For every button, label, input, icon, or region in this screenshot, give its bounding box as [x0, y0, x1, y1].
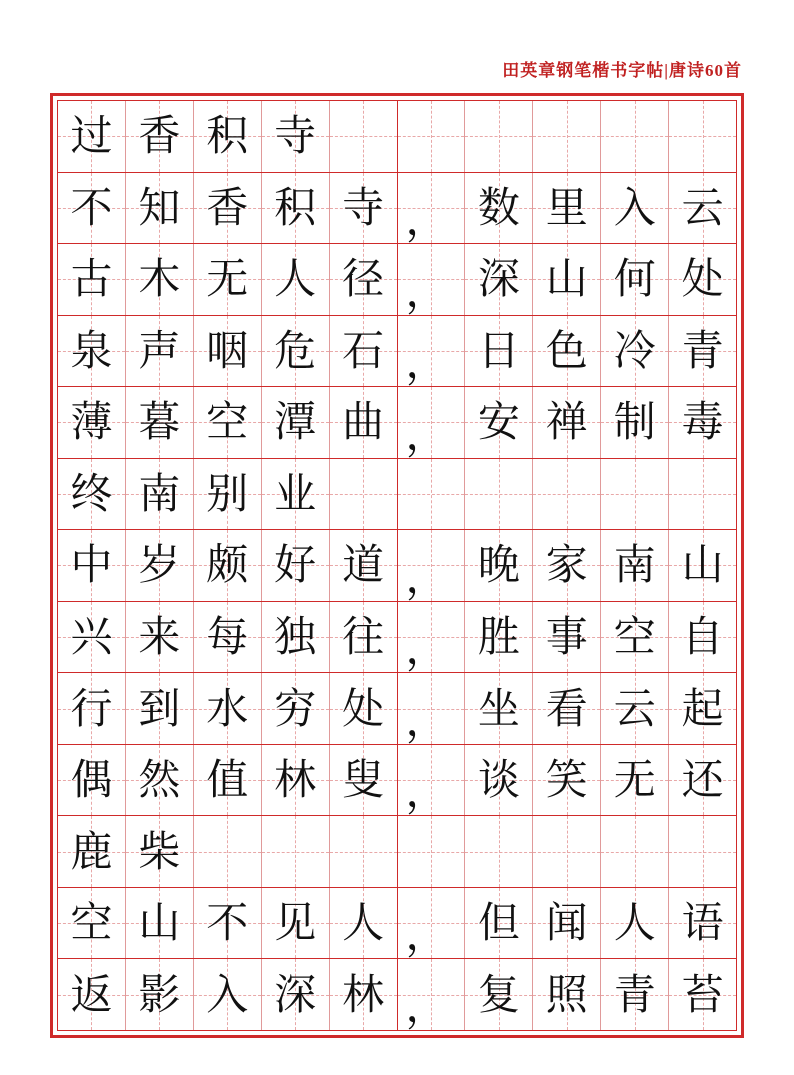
character-glyph: 寺: [274, 111, 317, 161]
character-glyph: 入: [613, 182, 656, 232]
grid-cell: [398, 816, 466, 887]
character-glyph: 看: [545, 683, 588, 733]
character-glyph: 曲: [342, 397, 385, 447]
grid-cell: [262, 673, 330, 744]
character-glyph: 林: [274, 755, 317, 805]
grid-cell: [465, 459, 533, 530]
grid-cell: [126, 244, 194, 315]
grid-cell: [330, 530, 398, 601]
character-glyph: 香: [138, 111, 181, 161]
grid-cell: [601, 530, 669, 601]
grid-cell: [533, 673, 601, 744]
grid-cell: [330, 101, 398, 172]
character-glyph: 云: [613, 683, 656, 733]
character-glyph: 来: [138, 611, 181, 661]
grid-cell: [194, 959, 262, 1030]
grid-cell: [669, 888, 736, 959]
grid-cell: [669, 816, 736, 887]
character-glyph: 好: [274, 540, 317, 590]
grid-cell: [330, 959, 398, 1030]
character-glyph: 影: [138, 969, 181, 1019]
character-glyph: 到: [138, 683, 181, 733]
grid-row: [58, 316, 736, 388]
grid-cell: [533, 530, 601, 601]
character-glyph: 山: [545, 254, 588, 304]
grid-cell: [194, 244, 262, 315]
grid-cell: [58, 244, 126, 315]
character-glyph: 数: [477, 182, 520, 232]
grid-cell: [330, 745, 398, 816]
grid-cell: [398, 959, 466, 1030]
grid-cell: [465, 816, 533, 887]
character-glyph: 香: [206, 182, 249, 232]
grid-cell: [58, 602, 126, 673]
character-glyph: 处: [342, 683, 385, 733]
grid-cell: [669, 602, 736, 673]
character-glyph: 毒: [681, 397, 724, 447]
character-glyph: 处: [681, 254, 724, 304]
grid-cell: [398, 888, 466, 959]
character-glyph: 径: [342, 254, 385, 304]
character-glyph: 安: [477, 397, 520, 447]
grid-cell: [465, 387, 533, 458]
punctuation-glyph: ，: [405, 195, 448, 244]
punctuation-glyph: ，: [405, 767, 448, 816]
character-glyph: 胜: [477, 611, 520, 661]
grid-cell: [262, 602, 330, 673]
grid-cell: [669, 673, 736, 744]
character-glyph: 兴: [70, 611, 113, 661]
character-glyph: 每: [206, 611, 249, 661]
character-glyph: 石: [342, 325, 385, 375]
page-title: 田英章钢笔楷书字帖|唐诗60首: [502, 61, 742, 80]
grid-cell: [194, 673, 262, 744]
grid-cell: [601, 316, 669, 387]
character-glyph: 晚: [477, 540, 520, 590]
grid-cell: [669, 101, 736, 172]
grid-row: [58, 173, 736, 245]
grid-cell: [669, 459, 736, 530]
punctuation-glyph: ，: [405, 338, 448, 387]
grid-cell: [533, 888, 601, 959]
character-glyph: 入: [206, 969, 249, 1019]
grid-cell: [58, 888, 126, 959]
grid-cell: [262, 101, 330, 172]
grid-cell: [533, 173, 601, 244]
character-glyph: 笑: [545, 755, 588, 805]
grid-row: [58, 888, 736, 960]
character-glyph: 空: [613, 611, 656, 661]
character-glyph: 日: [477, 325, 520, 375]
character-glyph: 里: [545, 182, 588, 232]
character-glyph: 独: [274, 611, 317, 661]
grid-cell: [126, 816, 194, 887]
character-glyph: 积: [206, 111, 249, 161]
character-glyph: 禅: [545, 397, 588, 447]
grid-cell: [601, 387, 669, 458]
grid-cell: [330, 888, 398, 959]
character-glyph: 事: [545, 611, 588, 661]
grid-cell: [465, 888, 533, 959]
grid-cell: [601, 101, 669, 172]
grid-cell: [533, 459, 601, 530]
punctuation-glyph: ，: [405, 552, 448, 601]
character-glyph: 照: [545, 969, 588, 1019]
grid-cell: [533, 316, 601, 387]
character-glyph: 泉: [70, 325, 113, 375]
grid-cell: [601, 745, 669, 816]
grid-cell: [262, 816, 330, 887]
grid-cell: [58, 173, 126, 244]
grid-cell: [58, 745, 126, 816]
grid-cell: [330, 602, 398, 673]
grid-cell: [465, 673, 533, 744]
character-glyph: 冷: [613, 325, 656, 375]
grid-cell: [601, 888, 669, 959]
character-glyph: 起: [681, 683, 724, 733]
grid-cell: [465, 101, 533, 172]
grid-cell: [194, 387, 262, 458]
grid-cell: [58, 816, 126, 887]
grid-row: [58, 530, 736, 602]
character-glyph: 行: [70, 683, 113, 733]
grid-cell: [398, 316, 466, 387]
character-glyph: 坐: [477, 683, 520, 733]
grid-cell: [465, 745, 533, 816]
character-glyph: 木: [138, 254, 181, 304]
grid-cell: [330, 816, 398, 887]
grid-cell: [126, 745, 194, 816]
grid-cell: [533, 816, 601, 887]
grid-cell: [58, 959, 126, 1030]
grid-cell: [126, 316, 194, 387]
grid-cell: [601, 959, 669, 1030]
grid-cell: [58, 387, 126, 458]
character-glyph: 业: [274, 468, 317, 518]
grid-row: [58, 459, 736, 531]
grid-cell: [126, 173, 194, 244]
grid-cell: [330, 459, 398, 530]
grid-row: [58, 816, 736, 888]
grid-cell: [669, 745, 736, 816]
grid-cell: [262, 173, 330, 244]
character-glyph: 深: [477, 254, 520, 304]
character-glyph: 积: [274, 182, 317, 232]
character-glyph: 青: [681, 325, 724, 375]
grid-cell: [262, 530, 330, 601]
grid-cell: [533, 387, 601, 458]
character-glyph: 空: [70, 898, 113, 948]
grid-cell: [465, 602, 533, 673]
character-glyph: 岁: [138, 540, 181, 590]
character-glyph: 声: [138, 325, 181, 375]
grid-cell: [669, 316, 736, 387]
character-glyph: 南: [138, 468, 181, 518]
character-glyph: 山: [681, 540, 724, 590]
character-glyph: 但: [477, 898, 520, 948]
grid-cell: [601, 602, 669, 673]
character-glyph: 苔: [681, 969, 724, 1019]
character-glyph: 不: [206, 898, 249, 948]
grid-cell: [58, 459, 126, 530]
grid-cell: [262, 244, 330, 315]
grid-cell: [669, 173, 736, 244]
grid-cell: [262, 888, 330, 959]
grid-cell: [465, 530, 533, 601]
grid-cell: [398, 745, 466, 816]
grid-cell: [126, 673, 194, 744]
character-glyph: 复: [477, 969, 520, 1019]
character-glyph: 柴: [138, 826, 181, 876]
grid-cell: [533, 244, 601, 315]
character-glyph: 空: [206, 397, 249, 447]
grid-row: [58, 673, 736, 745]
grid-row: [58, 244, 736, 316]
grid-cell: [601, 244, 669, 315]
grid-cell: [669, 244, 736, 315]
character-glyph: 色: [545, 325, 588, 375]
character-glyph: 别: [206, 468, 249, 518]
grid-cell: [398, 530, 466, 601]
grid-cell: [262, 459, 330, 530]
character-glyph: 叟: [342, 755, 385, 805]
grid-cell: [126, 387, 194, 458]
character-glyph: 值: [206, 755, 249, 805]
character-glyph: 危: [274, 325, 317, 375]
character-glyph: 人: [342, 898, 385, 948]
grid-row: [58, 602, 736, 674]
grid-cell: [194, 745, 262, 816]
grid-cell: [194, 101, 262, 172]
grid-cell: [330, 673, 398, 744]
character-glyph: 林: [342, 969, 385, 1019]
punctuation-glyph: ，: [405, 981, 448, 1030]
grid-cell: [126, 602, 194, 673]
grid-cell: [126, 530, 194, 601]
grid-cell: [398, 459, 466, 530]
grid-cell: [398, 387, 466, 458]
grid-row: [58, 745, 736, 817]
grid-cell: [601, 173, 669, 244]
grid-cell: [533, 745, 601, 816]
grid-cell: [398, 602, 466, 673]
grid-cell: [126, 459, 194, 530]
character-glyph: 南: [613, 540, 656, 590]
character-glyph: 云: [681, 182, 724, 232]
grid-cell: [398, 673, 466, 744]
character-glyph: 还: [681, 755, 724, 805]
character-glyph: 闻: [545, 898, 588, 948]
character-glyph: 返: [70, 969, 113, 1019]
character-glyph: 无: [613, 755, 656, 805]
character-glyph: 然: [138, 755, 181, 805]
character-glyph: 制: [613, 397, 656, 447]
character-glyph: 不: [70, 182, 113, 232]
grid-cell: [330, 173, 398, 244]
grid-cell: [465, 959, 533, 1030]
grid-cell: [262, 745, 330, 816]
grid-cell: [533, 959, 601, 1030]
character-glyph: 寺: [342, 182, 385, 232]
grid-cell: [262, 387, 330, 458]
character-glyph: 潭: [274, 397, 317, 447]
punctuation-glyph: ，: [405, 624, 448, 673]
grid-cell: [398, 101, 466, 172]
grid-cell: [669, 387, 736, 458]
character-glyph: 人: [613, 898, 656, 948]
character-glyph: 道: [342, 540, 385, 590]
grid-cell: [194, 888, 262, 959]
grid-cell: [126, 959, 194, 1030]
character-glyph: 自: [681, 611, 724, 661]
grid-cell: [58, 530, 126, 601]
grid-cell: [194, 530, 262, 601]
character-glyph: 古: [70, 254, 113, 304]
grid-cell: [262, 959, 330, 1030]
character-glyph: 山: [138, 898, 181, 948]
character-glyph: 无: [206, 254, 249, 304]
grid-cell: [126, 101, 194, 172]
grid-row: [58, 959, 736, 1030]
grid-cell: [58, 316, 126, 387]
grid-cell: [194, 173, 262, 244]
grid-row: [58, 101, 736, 173]
punctuation-glyph: ，: [405, 910, 448, 959]
grid-cell: [58, 673, 126, 744]
practice-grid-inner: [57, 100, 737, 1031]
character-glyph: 谈: [477, 755, 520, 805]
grid-cell: [58, 101, 126, 172]
character-glyph: 青: [613, 969, 656, 1019]
character-glyph: 往: [342, 611, 385, 661]
character-glyph: 穷: [274, 683, 317, 733]
grid-cell: [465, 316, 533, 387]
character-glyph: 中: [70, 540, 113, 590]
grid-cell: [194, 459, 262, 530]
grid-cell: [601, 673, 669, 744]
character-glyph: 薄: [70, 397, 113, 447]
character-glyph: 何: [613, 254, 656, 304]
grid-cell: [194, 602, 262, 673]
character-glyph: 知: [138, 182, 181, 232]
character-glyph: 水: [206, 683, 249, 733]
character-glyph: 偶: [70, 755, 113, 805]
character-glyph: 过: [70, 111, 113, 161]
punctuation-glyph: ，: [405, 695, 448, 744]
grid-cell: [262, 316, 330, 387]
grid-cell: [126, 888, 194, 959]
character-glyph: 颇: [206, 540, 249, 590]
punctuation-glyph: ，: [405, 266, 448, 315]
grid-cell: [330, 387, 398, 458]
character-glyph: 家: [545, 540, 588, 590]
grid-row: [58, 387, 736, 459]
grid-cell: [465, 173, 533, 244]
grid-cell: [398, 173, 466, 244]
grid-cell: [533, 101, 601, 172]
grid-cell: [330, 244, 398, 315]
grid-cell: [669, 959, 736, 1030]
character-glyph: 咽: [206, 325, 249, 375]
grid-cell: [330, 316, 398, 387]
character-glyph: 鹿: [70, 826, 113, 876]
grid-cell: [669, 530, 736, 601]
character-glyph: 人: [274, 254, 317, 304]
character-glyph: 深: [274, 969, 317, 1019]
grid-cell: [601, 816, 669, 887]
punctuation-glyph: ，: [405, 409, 448, 458]
character-glyph: 见: [274, 898, 317, 948]
grid-cell: [194, 816, 262, 887]
character-glyph: 暮: [138, 397, 181, 447]
grid-cell: [194, 316, 262, 387]
character-glyph: 终: [70, 468, 113, 518]
grid-cell: [533, 602, 601, 673]
grid-cell: [601, 459, 669, 530]
practice-grid: [50, 93, 744, 1038]
grid-cell: [465, 244, 533, 315]
character-glyph: 语: [681, 898, 724, 948]
grid-cell: [398, 244, 466, 315]
